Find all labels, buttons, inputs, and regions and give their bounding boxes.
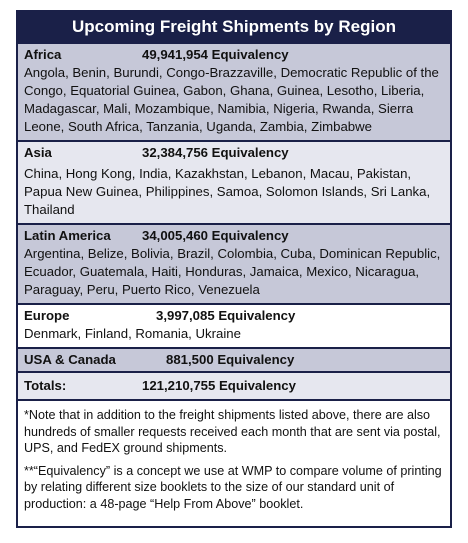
region-equivalency: 49,941,954 Equivalency: [142, 47, 289, 62]
footnotes: [18, 399, 450, 512]
region-latin-america: [18, 223, 450, 303]
region-equivalency: 34,005,460 Equivalency: [142, 228, 289, 243]
region-countries: Angola, Benin, Burundi, Congo-Brazzaville, Democratic Republic of the Congo, Equatorial Guinea, Gabon, Ghana, Guinea, Lesotho, Liberia, Madagascar, Mali, Mozambique, Namibia, Nigeria, Rwanda, Sierra Leone, South Africa, Tanzania, Uganda, Zambia, Zimbabwe: [24, 65, 439, 134]
region-asia: [18, 140, 450, 223]
region-countries: Argentina, Belize, Bolivia, Brazil, Colombia, Cuba, Dominican Republic, Ecuador, Guatemala, Haiti, Honduras, Jamaica, Mexico, Nicaragua, Paraguay, Peru, Puerto Rico, Venezuela: [24, 246, 441, 297]
region-header: [24, 351, 444, 369]
region-countries: Denmark, Finland, Romania, Ukraine: [24, 326, 241, 341]
region-name: Europe: [24, 308, 70, 323]
region-europe: [18, 303, 450, 347]
region-equivalency: 3,997,085 Equivalency: [156, 308, 296, 323]
region-name: Asia: [24, 145, 52, 160]
footnote-freight: *Note that in addition to the freight shipments listed above, there are also hundreds of smaller requests received each month that are sent via postal, UPS, and FedEX ground shipments.: [24, 408, 441, 455]
totals-label: Totals:: [24, 378, 67, 393]
region-countries: China, Hong Kong, India, Kazakhstan, Lebanon, Macau, Pakistan, Papua New Guinea, Philippines, Samoa, Solomon Islands, Sri Lanka, Thailand: [24, 166, 431, 217]
region-header: [24, 227, 444, 245]
region-name: Africa: [24, 47, 62, 62]
freight-shipments-card: [16, 10, 452, 528]
totals-header: [24, 377, 444, 395]
totals-equivalency: 121,210,755 Equivalency: [142, 378, 296, 393]
region-equivalency: 881,500 Equivalency: [166, 352, 295, 367]
footnote-equivalency: **“Equivalency” is a concept we use at WMP to compare volume of printing by relating different size booklets to the size of our standard unit of production: a 48-page “Help From Above” booklet.: [24, 463, 442, 511]
region-equivalency: 32,384,756 Equivalency: [142, 145, 289, 160]
region-africa: [18, 42, 450, 140]
region-header: [24, 144, 444, 162]
region-header: [24, 307, 444, 325]
region-name: Latin America: [24, 228, 111, 243]
region-header: [24, 46, 444, 64]
region-name: USA & Canada: [24, 352, 116, 367]
region-usa-canada: [18, 347, 450, 371]
page-title: Upcoming Freight Shipments by Region: [18, 12, 450, 42]
totals-row: [18, 371, 450, 399]
